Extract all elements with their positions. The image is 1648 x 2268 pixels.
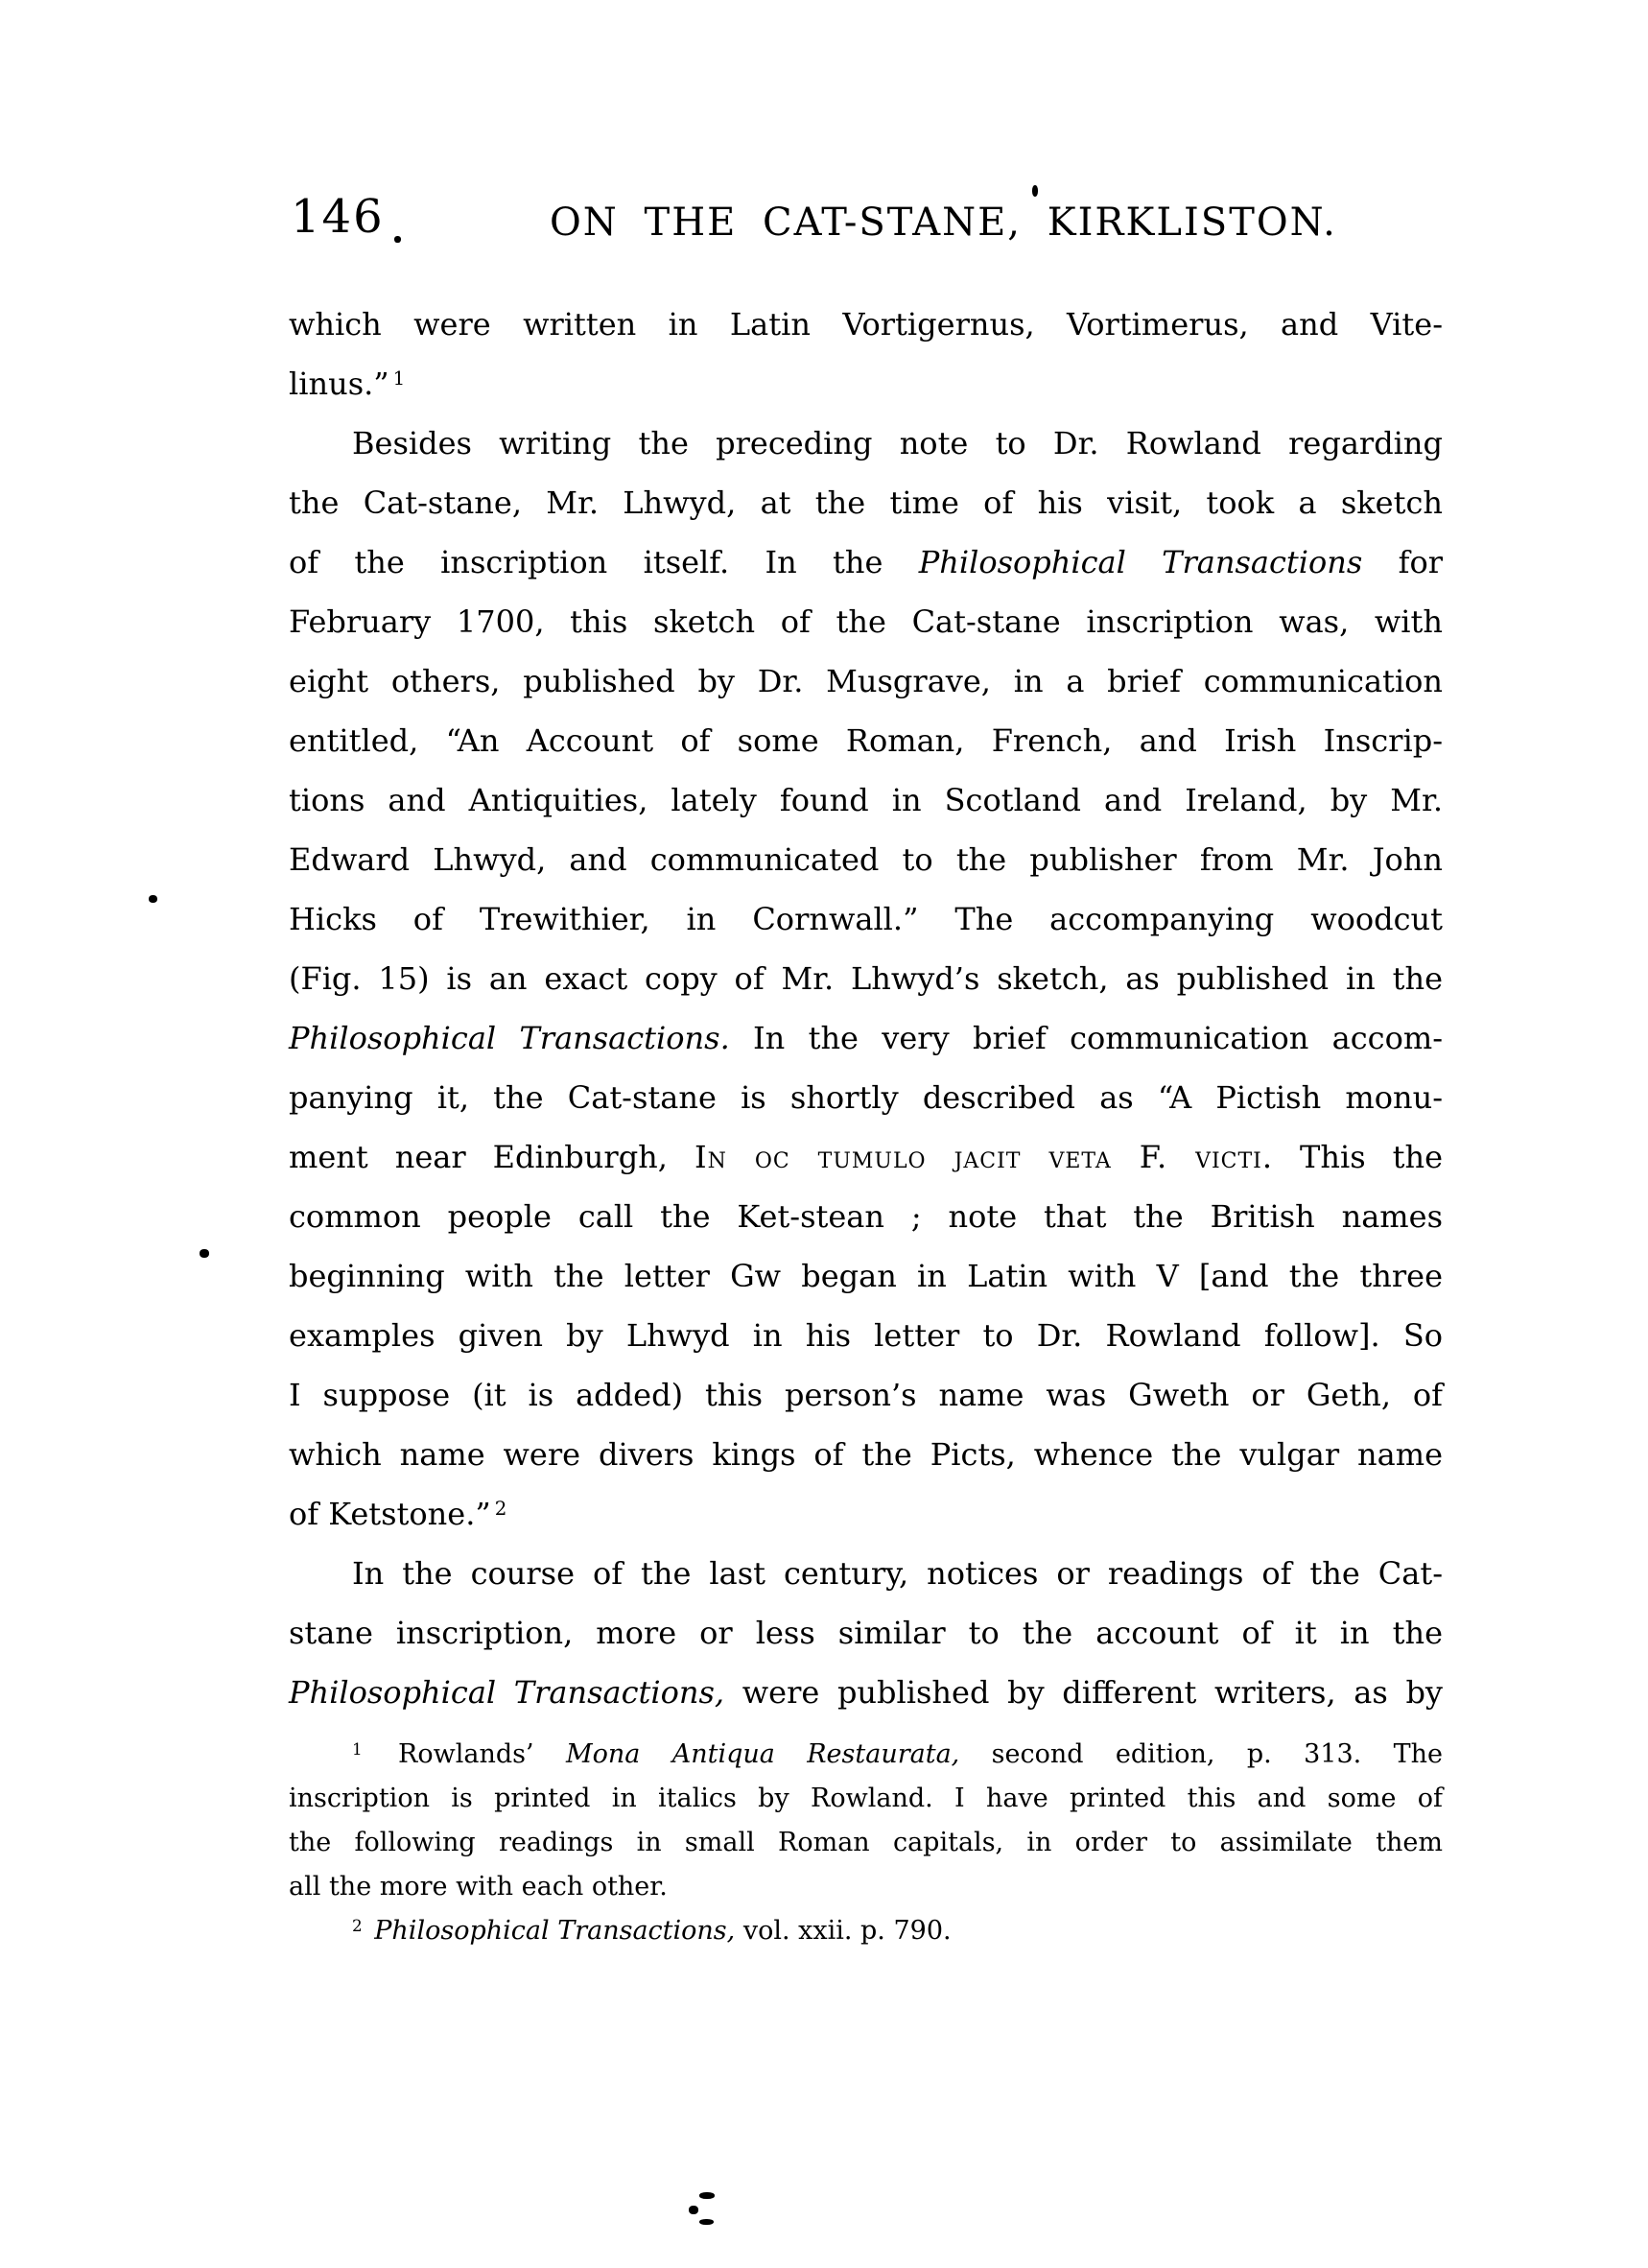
text-segment: I suppose (it is added) this person’s name was Gweth or Geth, of: [289, 1377, 1443, 1413]
text-line: [289, 949, 1443, 1008]
text-line: [289, 889, 1443, 949]
ink-speck: [699, 2192, 715, 2199]
text-line: [289, 1909, 1443, 1953]
text-line: [289, 1425, 1443, 1484]
text-segment: Philosophical Transactions: [918, 544, 1363, 580]
footnote-reference: 1: [392, 367, 406, 390]
text-line: [289, 295, 1443, 354]
text-line: [289, 711, 1443, 770]
paragraph-2: [289, 413, 1443, 1544]
text-segment: which were written in Latin Vortigernus, Vortimerus, and Vite-: [289, 306, 1443, 343]
text-line: [289, 413, 1443, 473]
text-segment: linus.”: [289, 366, 389, 402]
text-line: [289, 473, 1443, 532]
text-line: [289, 1484, 1443, 1544]
footnote-2: [289, 1909, 1443, 1953]
text-line: [289, 1306, 1443, 1365]
text-segment: Besides writing the preceding note to Dr. Rowland regarding: [352, 425, 1443, 461]
text-segment: stane inscription, more or less similar to the account of it in the: [289, 1615, 1443, 1651]
text-segment: Hicks of Trewithier, in Cornwall.” The accompanying woodcut: [289, 901, 1443, 937]
footnote-reference: 1: [352, 1738, 363, 1759]
text-line: [289, 1733, 1443, 1777]
text-segment: inscription is printed in italics by Rowland. I have printed this and some of: [289, 1784, 1443, 1813]
paragraph-1: [289, 295, 1443, 413]
running-header-title: ON THE CAT-STANE, KIRKLISTON.: [550, 201, 1337, 245]
text-segment: common people call the Ket-stean ; note that the British names: [289, 1198, 1443, 1235]
text-line: [289, 1663, 1443, 1722]
text-line: [289, 1127, 1443, 1187]
text-segment: February 1700, this sketch of the Cat-stane inscription was, with: [289, 603, 1443, 640]
text-line: [289, 354, 1443, 413]
text-segment: vol. xxii. p. 790.: [735, 1916, 952, 1946]
ink-speck: [1032, 185, 1038, 197]
text-line: [289, 1068, 1443, 1127]
text-segment: second edition, p. 313. The: [959, 1739, 1443, 1769]
text-segment: ment near Edinburgh,: [289, 1139, 695, 1175]
text-segment: entitled, “An Account of some Roman, French, and Irish Inscrip-: [289, 722, 1443, 759]
page-number: 146: [291, 190, 385, 244]
text-segment: tions and Antiquities, lately found in Scotland and Ireland, by Mr.: [289, 782, 1443, 818]
text-line: [289, 1821, 1443, 1865]
text-segment: Rowlands’: [365, 1739, 566, 1769]
text-segment: In the course of the last century, notices or readings of the Cat-: [352, 1555, 1443, 1592]
text-segment: Philosophical Transactions.: [289, 1020, 730, 1056]
text-line: [289, 1603, 1443, 1663]
text-line: [289, 1246, 1443, 1306]
text-segment: This the: [1273, 1139, 1444, 1175]
text-line: [289, 651, 1443, 711]
paragraph-3: [289, 1544, 1443, 1722]
text-segment: [366, 1916, 375, 1946]
text-segment: for: [1362, 544, 1444, 580]
ink-speck: [200, 1249, 209, 1258]
footnote-1: [289, 1733, 1443, 1909]
text-line: [289, 532, 1443, 592]
text-segment: In oc tumulo jacit veta F. victi.: [694, 1139, 1274, 1175]
footnote-reference: 2: [352, 1915, 363, 1935]
body-text-block: [289, 295, 1443, 1722]
text-segment: the following readings in small Roman capitals, in order to assimilate them: [289, 1828, 1443, 1857]
text-segment: of Ketstone.”: [289, 1496, 491, 1532]
text-line: [289, 1777, 1443, 1821]
ink-speck: [689, 2206, 698, 2214]
text-segment: which name were divers kings of the Picts, whence the vulgar name: [289, 1436, 1443, 1473]
text-segment: examples given by Lhwyd in his letter to Dr. Rowland follow]. So: [289, 1317, 1443, 1354]
footnote-reference: 2: [494, 1498, 507, 1521]
text-segment: Philosophical Transactions,: [289, 1674, 725, 1711]
text-line: [289, 1008, 1443, 1068]
text-segment: (Fig. 15) is an exact copy of Mr. Lhwyd’s sketch, as published in the: [289, 960, 1443, 997]
text-line: [289, 1365, 1443, 1425]
text-segment: all the more with each other.: [289, 1872, 668, 1902]
text-segment: panying it, the Cat-stane is shortly described as “A Pictish monu-: [289, 1079, 1443, 1116]
text-segment: were published by different writers, as by: [724, 1674, 1444, 1711]
text-line: [289, 592, 1443, 651]
text-segment: beginning with the letter Gw began in Latin with V [and the three: [289, 1258, 1443, 1294]
text-segment: of the inscription itself. In the: [289, 544, 919, 580]
ink-speck: [699, 2219, 714, 2225]
ink-speck: [394, 236, 401, 243]
text-segment: Mona Antiqua Restaurata,: [565, 1739, 960, 1769]
text-line: [289, 1865, 1443, 1909]
text-line: [289, 830, 1443, 889]
text-segment: Philosophical Transactions,: [374, 1916, 736, 1946]
footnotes-block: [289, 1733, 1443, 1953]
text-segment: the Cat-stane, Mr. Lhwyd, at the time of his visit, took a sketch: [289, 484, 1443, 521]
text-segment: In the very brief communication accom-: [729, 1020, 1443, 1056]
text-segment: eight others, published by Dr. Musgrave, in a brief communication: [289, 663, 1443, 699]
text-segment: Edward Lhwyd, and communicated to the publisher from Mr. John: [289, 841, 1443, 878]
ink-speck: [149, 895, 157, 903]
text-line: [289, 1187, 1443, 1246]
text-line: [289, 1544, 1443, 1603]
text-line: [289, 770, 1443, 830]
